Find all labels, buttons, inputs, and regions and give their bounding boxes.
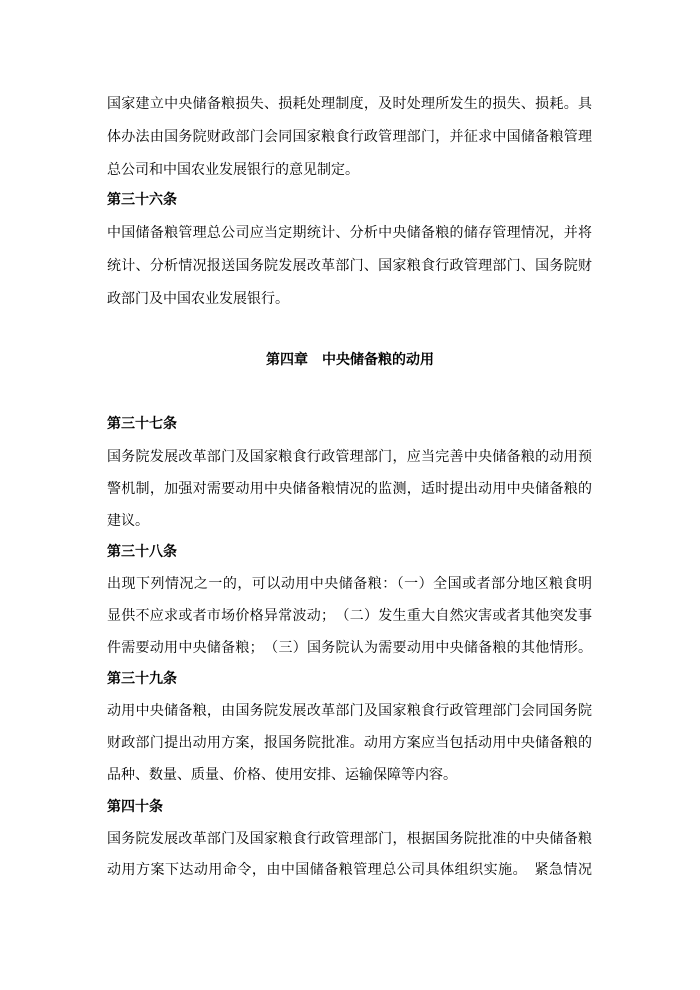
article-heading: 第四十条	[107, 799, 163, 815]
paragraph-line: 国务院发展改革部门及国家粮食行政管理部门，应当完善中央储备粮的动用预	[107, 449, 592, 465]
paragraph-line: 警机制，加强对需要动用中央储备粮情况的监测，适时提出动用中央储备粮的	[107, 481, 592, 497]
paragraph-line: 国家建立中央储备粮损失、损耗处理制度，及时处理所发生的损失、损耗。具	[107, 96, 592, 112]
paragraph-line: 统计、分析情况报送国务院发展改革部门、国家粮食行政管理部门、国务院财	[107, 258, 592, 274]
paragraph-line: 动用中央储备粮，由国务院发展改革部门及国家粮食行政管理部门会同国务院	[107, 703, 592, 719]
paragraph-line: 总公司和中国农业发展银行的意见制定。	[107, 162, 359, 178]
paragraph-line: 件需要动用中央储备粮； （三）国务院认为需要动用中央储备粮的其他情形。	[107, 640, 592, 656]
paragraph-line: 出现下列情况之一的，可以动用中央储备粮：（一）全国或者部分地区粮食明	[107, 576, 592, 592]
paragraph-line: 显供不应求或者市场价格异常波动； （二）发生重大自然灾害或者其他突发事	[107, 608, 592, 624]
paragraph-line: 财政部门提出动用方案，报国务院批准。动用方案应当包括动用中央储备粮的	[107, 735, 592, 751]
chapter-title: 第四章 中央储备粮的动用	[266, 352, 434, 368]
article-heading: 第三十八条	[107, 544, 177, 560]
article-heading: 第三十六条	[107, 192, 177, 208]
paragraph-line: 动用方案下达动用命令，由中国储备粮管理总公司具体组织实施。 紧急情况	[107, 862, 592, 878]
paragraph-line: 政部门及中国农业发展银行。	[107, 291, 289, 307]
paragraph-line: 国务院发展改革部门及国家粮食行政管理部门，根据国务院批准的中央储备粮	[107, 831, 592, 847]
paragraph-line: 建议。	[107, 513, 149, 529]
article-heading: 第三十九条	[107, 671, 177, 687]
paragraph-line: 中国储备粮管理总公司应当定期统计、分析中央储备粮的储存管理情况，并将	[107, 225, 592, 241]
paragraph-line: 体办法由国务院财政部门会同国家粮食行政管理部门，并征求中国储备粮管理	[107, 129, 592, 145]
paragraph-line: 品种、数量、质量、价格、使用安排、运输保障等内容。	[107, 767, 457, 783]
article-heading: 第三十七条	[107, 416, 177, 432]
